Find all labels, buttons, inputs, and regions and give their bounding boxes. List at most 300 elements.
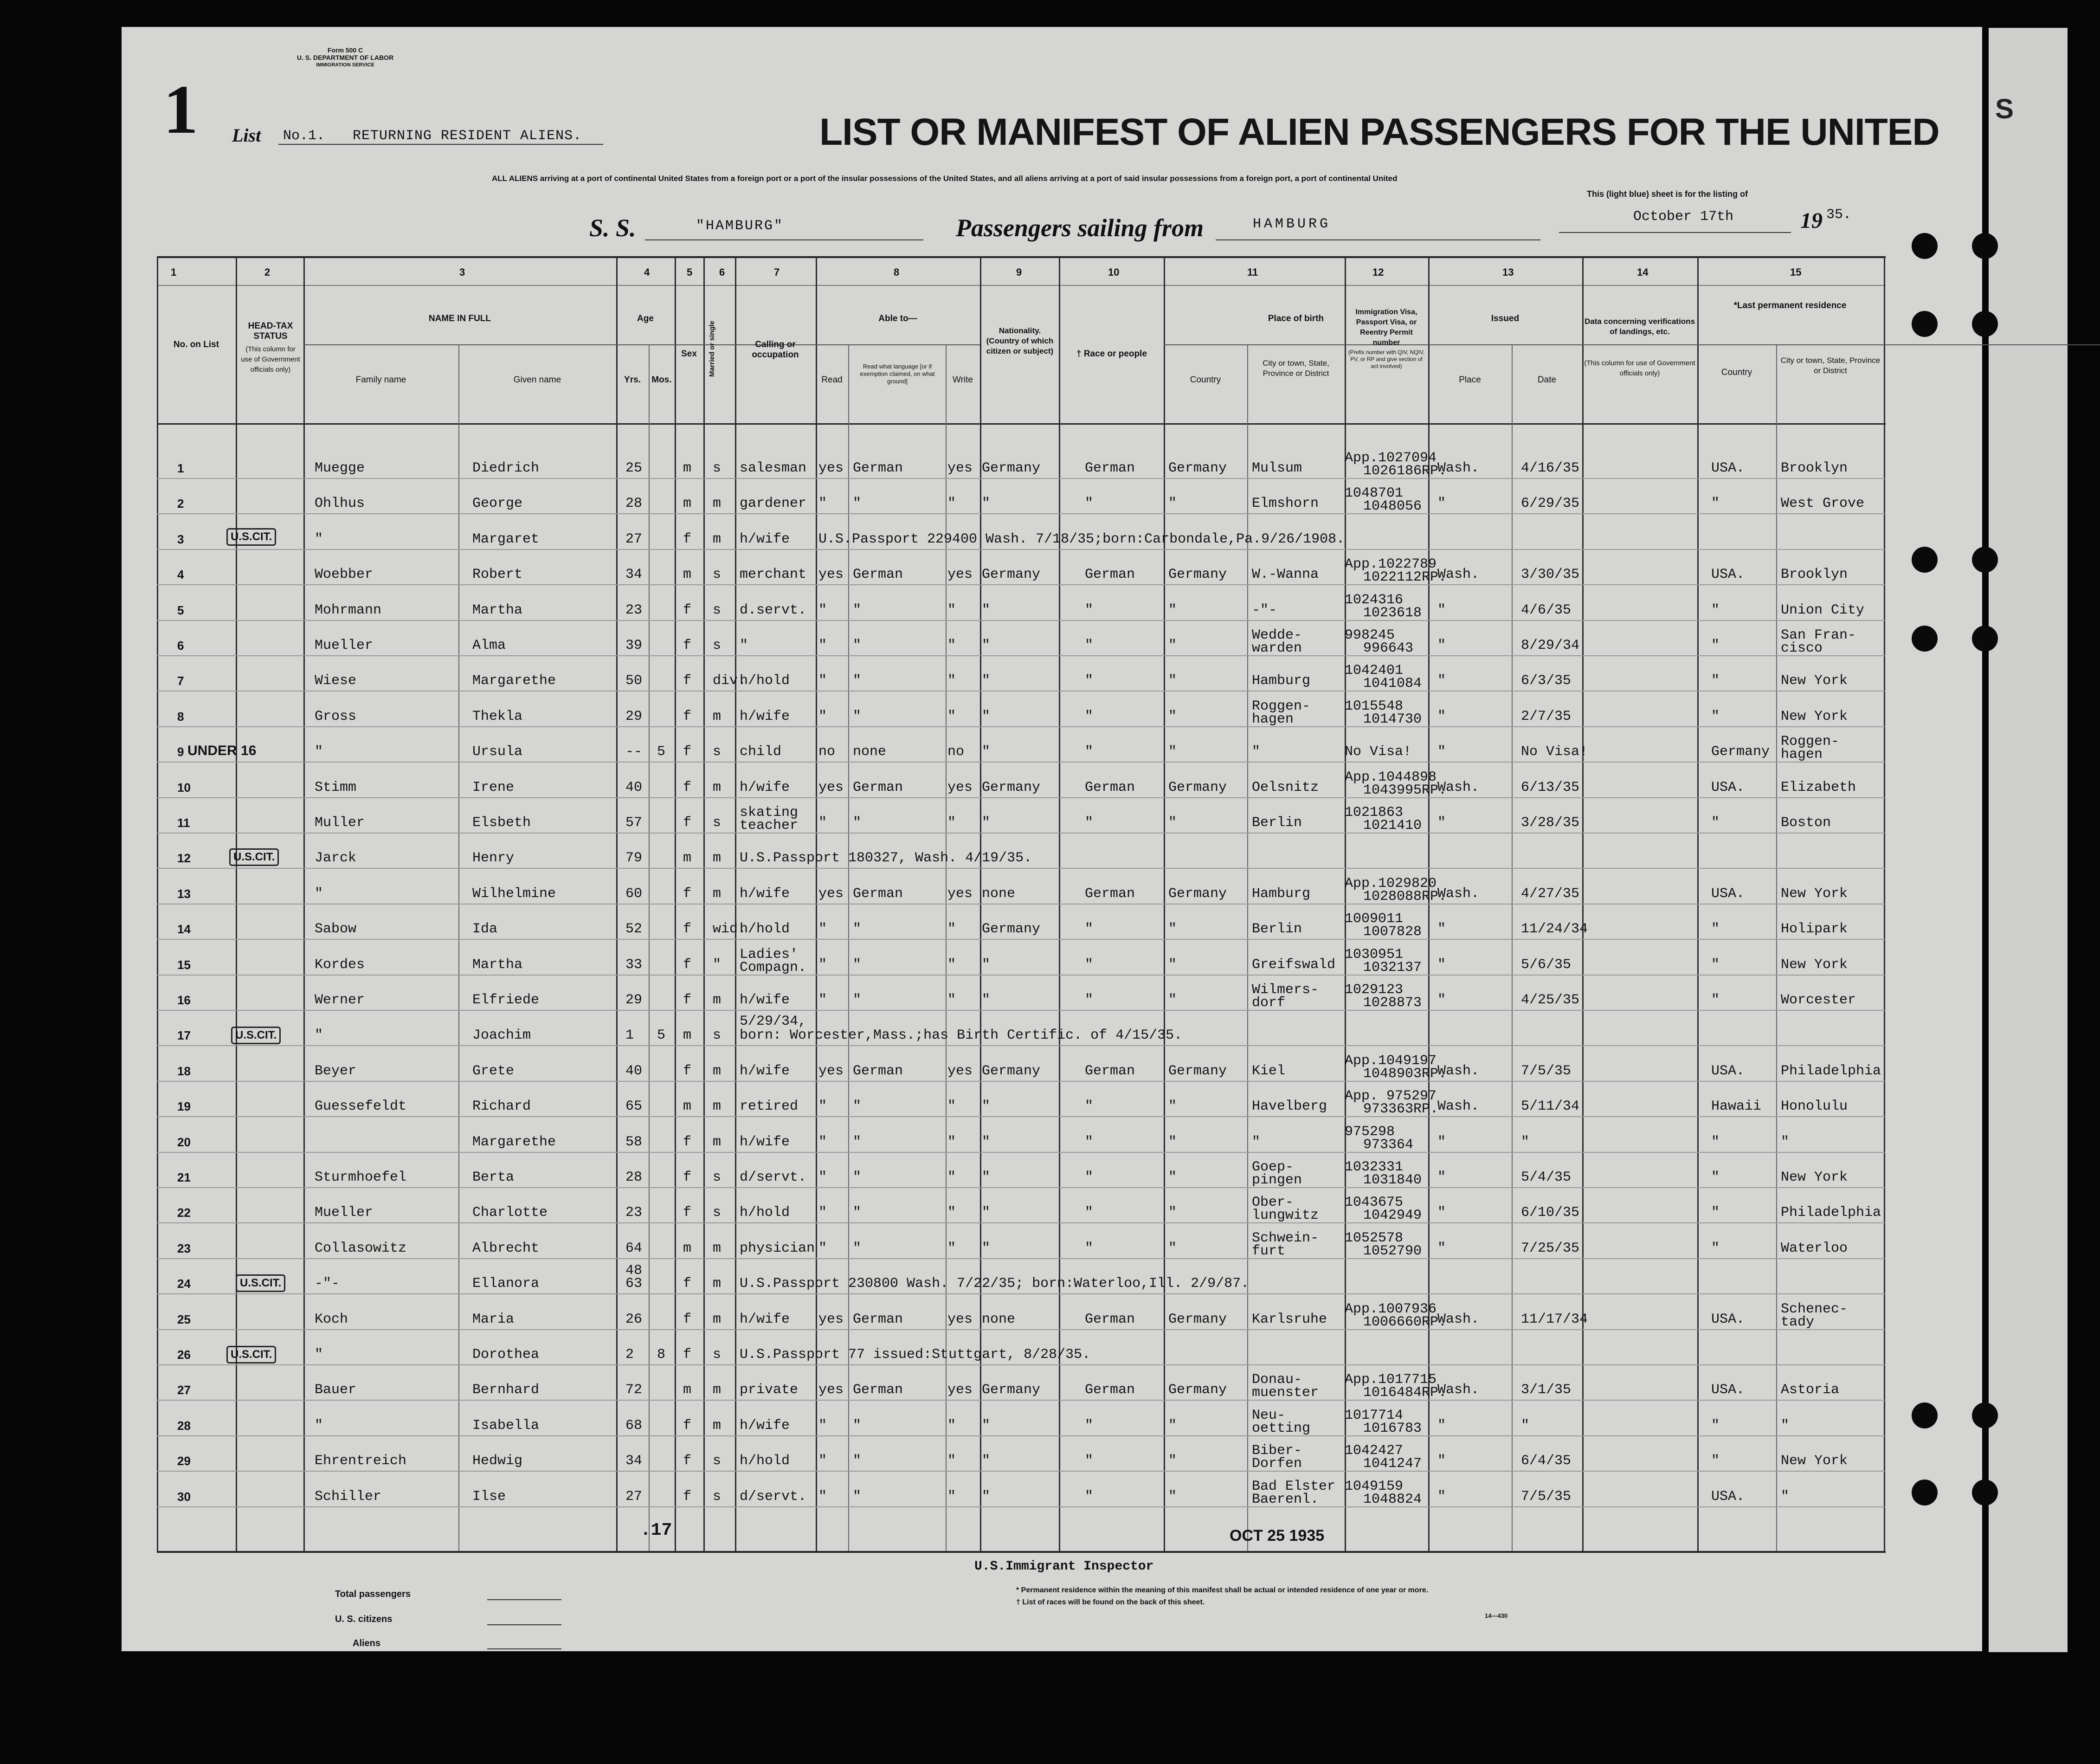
cell-visa: 1024316 [1345,592,1404,608]
row-line [157,1045,1886,1046]
cell-ms: s [713,638,721,653]
cell-family: Bauer [315,1382,357,1398]
cell-ms: m [713,1240,721,1256]
cell-occ: h/hold [740,921,790,937]
cell-occ-2: teacher [740,818,799,834]
cell-read: " [818,815,827,831]
cell-idate: 6/13/35 [1521,779,1580,795]
row-line [157,833,1886,834]
cell-yrs: 28 [625,1170,643,1185]
cell-ms: m [713,531,721,547]
cell-race: " [1085,1240,1094,1256]
cell-race: German [1085,567,1135,583]
cell-race: German [1085,1063,1135,1079]
header-yrs: Yrs. [624,375,641,385]
cell-bcountry: " [1168,956,1177,973]
cell-race: " [1085,638,1094,653]
cell-lrcity: Roggen- [1781,734,1840,750]
cell-bcountry: " [1168,1134,1177,1150]
cell-lang: " [853,992,862,1008]
header-visa: Immigration Visa, Passport Visa, or Reentry Permit number [1355,308,1417,347]
col-num: 11 [1247,266,1258,278]
cell-read: no [818,744,836,760]
cell-family: -"- [315,1276,340,1292]
cell-read: " [818,638,827,653]
cell-nat: " [982,956,991,973]
cell-ms: s [713,567,721,583]
port-name: HAMBURG [1253,216,1331,232]
cell-sex: m [683,1098,692,1115]
cell-yrs: 28 [625,496,643,512]
sheet-number: 1 [163,71,198,148]
cell-lrcountry: " [1711,708,1720,724]
cell-visa-2: 1023618 [1363,605,1422,621]
row-number: 3 [177,532,184,546]
cell-race: " [1085,956,1094,973]
cell-bcity: Oelsnitz [1252,779,1319,795]
cell-iplace: Wash. [1437,460,1480,476]
cell-given: Grete [472,1063,515,1079]
header-lr-country: Country [1721,368,1752,377]
cell-ms: m [713,1417,721,1434]
header-given-name: Given name [513,375,561,385]
cell-lang: German [853,1063,903,1079]
header-issued: Issued [1491,314,1520,323]
cell-bcountry: " [1168,1098,1177,1115]
cell-visa: App. 975297 [1345,1088,1437,1105]
cell-read: yes [818,779,844,795]
cell-iplace: Wash. [1437,1382,1480,1398]
cell-bcity: Bad Elster [1252,1478,1336,1494]
footer-us-citizens: U. S. citizens [335,1614,393,1624]
header-divider [157,285,1886,286]
row-line [157,1258,1886,1259]
row-number: 27 [177,1383,191,1397]
cell-race: German [1085,779,1135,795]
cell-write: no [947,744,965,760]
cell-idate: 8/29/34 [1521,638,1580,653]
row-number: 16 [177,993,191,1007]
cell-ms: m [713,1382,721,1398]
row-number: 25 [177,1312,191,1326]
cell-bcity: Kiel [1252,1063,1286,1079]
cell-idate: 7/5/35 [1521,1063,1572,1079]
table-bottom [157,1551,1886,1553]
cell-visa-2: 1052790 [1363,1243,1422,1259]
cell-bcountry: " [1168,1240,1177,1256]
ss-label: S. S. [589,214,636,242]
cell-read: " [818,1240,827,1256]
cell-ms: s [713,1170,721,1185]
cell-visa-2: 996643 [1363,640,1414,656]
cell-lrcountry: USA. [1711,779,1745,795]
cell-iplace: " [1437,956,1446,973]
cell-ms: m [713,992,721,1008]
row-number: 14 [177,922,191,937]
cell-race: " [1085,992,1094,1008]
cell-ms: div. [713,673,747,689]
cell-family: Stimm [315,779,357,795]
cell-visa-2: 1016783 [1363,1420,1422,1436]
cell-read: " [818,956,827,973]
cell-write: " [947,638,956,653]
cell-lrcountry: USA. [1711,1382,1745,1398]
cell-yrs: 23 [625,602,643,618]
cell-family: Muegge [315,460,365,476]
cell-sex: f [683,1417,692,1434]
cell-occ: h/wife [740,531,790,547]
col-line [1776,344,1777,1551]
header-name-in-full: NAME IN FULL [428,314,491,323]
cell-occ: d/servt. [740,1488,807,1505]
cell-nat: " [982,1098,991,1115]
cell-bcountry: Germany [1168,460,1227,476]
col-num: 7 [774,266,780,278]
cell-bcity: Hamburg [1252,885,1311,902]
cell-bcity: Mulsum [1252,460,1302,476]
cell-nat: none [982,885,1016,902]
cell-ms: m [713,1134,721,1150]
header-bottom [157,423,1886,425]
header-write: Write [953,375,973,385]
cell-family: Koch [315,1311,348,1327]
cell-bcity: Havelberg [1252,1098,1327,1115]
cell-bcity: Greifswald [1252,956,1336,973]
row-number: 4 [177,568,184,582]
row-number: 11 [177,816,190,830]
cell-lrcountry: USA. [1711,1488,1745,1505]
underline [278,144,603,145]
cell-visa: App.1044898 [1345,769,1437,785]
cell-sex: m [683,850,692,866]
cell-iplace: " [1437,1170,1446,1185]
row-line [157,549,1886,550]
cell-bcity: Roggen- [1252,698,1311,714]
cell-iplace: Wash. [1437,885,1480,902]
row-line [157,975,1886,976]
row-line [157,1471,1886,1472]
cell-write: " [947,1170,956,1185]
cell-lrcountry: Germany [1711,744,1770,760]
cell-lrcountry: " [1711,1205,1720,1221]
cell-iplace: " [1437,1205,1446,1221]
cell-bcountry: " [1168,1205,1177,1221]
row-note-above: 5/29/34, [740,1014,807,1030]
cell-write: " [947,815,956,831]
row-number: 18 [177,1064,191,1078]
header-mos: Mos. [651,375,672,385]
cell-race: " [1085,1098,1094,1115]
cell-family: Collasowitz [315,1240,407,1256]
cell-bcity-2: oetting [1252,1420,1311,1436]
cell-sex: f [683,531,692,547]
cell-read: " [818,673,827,689]
cell-yrs-corrected: 48 [625,1263,643,1279]
cell-idate: 11/17/34 [1521,1311,1588,1327]
cell-occ: child [740,744,782,760]
row-line [157,797,1886,798]
cell-write: " [947,1488,956,1505]
cell-race: " [1085,1170,1094,1185]
cell-ms: s [713,1027,721,1044]
cell-race: " [1085,1205,1094,1221]
date-stamp: OCT 25 1935 [1230,1527,1325,1544]
cell-family: Ehrentreich [315,1453,407,1469]
cell-nat: Germany [982,567,1041,583]
cell-given: Charlotte [472,1205,548,1221]
cell-lang: German [853,567,903,583]
header-head-tax-note: (This column for use of Government officials only) [241,345,300,374]
row-number: 20 [177,1135,191,1149]
cell-lrcity: New York [1781,708,1848,724]
cell-lrcountry: " [1711,992,1720,1008]
row-note: U.S.Passport 230800 Wash. 7/22/35; born:Waterloo,Ill. 2/9/87. [740,1276,1250,1292]
cell-visa: 1049159 [1345,1478,1404,1494]
cell-ms: m [713,850,721,866]
cell-iplace: " [1437,815,1446,831]
cell-visa: 1030951 [1345,946,1404,963]
cell-idate: 3/30/35 [1521,567,1580,583]
cell-lang: " [853,708,862,724]
cell-family: Ohlhus [315,496,365,512]
footer-total-passengers: Total passengers [335,1589,411,1599]
row-number: 12 [177,851,191,866]
cell-bcity: W.-Wanna [1252,567,1319,583]
cell-yrs: 29 [625,992,643,1008]
cell-occ: h/hold [740,1205,790,1221]
cell-race: " [1085,1134,1094,1150]
cell-ms: s [713,1453,721,1469]
row-line [157,1222,1886,1223]
col-line [946,344,947,1551]
row-number: 22 [177,1206,191,1220]
cell-lrcity-2: hagen [1781,747,1823,763]
cell-visa: 1043675 [1345,1195,1404,1211]
row-note: U.S.Passport 180327, Wash. 4/19/35. [740,850,1032,866]
cell-yrs: 79 [625,850,643,866]
cell-read: " [818,1205,827,1221]
col-num: 12 [1372,266,1384,278]
binder-hole [1912,626,1938,652]
cell-visa-2: 1007828 [1363,924,1422,940]
cell-write: yes [947,779,973,795]
col-line [848,344,849,1551]
cell-sex: f [683,673,692,689]
cell-lrcity: Philadelphia [1781,1205,1881,1221]
binder-hole [1912,547,1938,573]
row-number: 28 [177,1418,191,1433]
cell-read: " [818,992,827,1008]
cell-race: " [1085,1417,1094,1434]
row-line [157,1435,1886,1436]
cell-given: Thekla [472,708,523,724]
cell-bcity: " [1252,744,1261,760]
cell-occ: physician [740,1240,815,1256]
cell-write: " [947,992,956,1008]
cell-bcity: Elmshorn [1252,496,1319,512]
col-num: 3 [459,266,465,278]
cell-read: yes [818,885,844,902]
row-number: 30 [177,1489,191,1504]
cell-lrcity: " [1781,1417,1790,1434]
row-line [157,1364,1886,1365]
row-number: 2 [177,497,184,511]
cell-yrs: 39 [625,638,643,653]
header-race: † Race or people [1076,349,1147,359]
cell-lrcountry: " [1711,1170,1720,1185]
cell-occ: h/wife [740,885,790,902]
binder-hole [1912,311,1938,337]
cell-lrcountry: " [1711,638,1720,653]
cell-nat: Germany [982,779,1041,795]
row-note: born: Worcester,Mass.;has Birth Certific. of 4/15/35. [740,1027,1183,1044]
cell-nat: " [982,673,991,689]
cell-bcountry: " [1168,1417,1177,1434]
cell-visa-2: 1014730 [1363,711,1422,727]
cell-race: " [1085,602,1094,618]
cell-race: " [1085,1488,1094,1505]
header-issued-place: Place [1459,375,1481,385]
cell-given: Joachim [472,1027,531,1044]
cell-idate: 6/3/35 [1521,673,1572,689]
cell-visa: 1048701 [1345,485,1404,502]
header-verifications: Data concerning verifications of landings, etc. [1584,317,1695,336]
row-number: 19 [177,1099,191,1114]
cell-given: Irene [472,779,515,795]
cell-bcity-2: warden [1252,640,1302,656]
cell-given: Albrecht [472,1240,540,1256]
cell-lrcity: Worcester [1781,992,1856,1008]
cell-family: Sturmhoefel [315,1170,407,1185]
cell-bcity: Berlin [1252,921,1302,937]
cell-given: Margarethe [472,673,556,689]
underline [645,239,923,240]
cell-race: " [1085,708,1094,724]
cell-ms: s [713,1488,721,1505]
row-line [157,1010,1886,1011]
cell-family: Kordes [315,956,365,973]
cell-occ: d/servt. [740,1170,807,1185]
cell-lrcity: Philadelphia [1781,1063,1881,1079]
cell-bcity-2: hagen [1252,711,1294,727]
cell-lrcountry: " [1711,673,1720,689]
row-line [157,1081,1886,1082]
cell-occ: merchant [740,567,807,583]
cell-write: " [947,1240,956,1256]
cell-yrs: -- [625,744,643,760]
cell-ms: m [713,1063,721,1079]
form-code: 14—430 [1485,1612,1508,1619]
cell-visa-2: 1016484RP. [1363,1385,1447,1401]
cell-iplace: " [1437,1240,1446,1256]
cell-bcountry: Germany [1168,885,1227,902]
cell-lrcity-2: tady [1781,1314,1815,1330]
cell-mos: 5 [657,1027,666,1044]
next-sheet-edge [1989,28,2068,1652]
row-number: 1 [177,461,184,475]
cell-family: " [315,885,323,902]
cell-write: yes [947,460,973,476]
cell-bcountry: " [1168,673,1177,689]
cell-bcity: Hamburg [1252,673,1311,689]
cell-yrs: 27 [625,1488,643,1505]
row-number: 10 [177,780,191,795]
cell-family: " [315,1347,323,1363]
cell-sex: m [683,567,692,583]
cell-idate: 7/25/35 [1521,1240,1580,1256]
row-line [157,939,1886,940]
cell-lrcity: Union City [1781,602,1865,618]
col-num: 14 [1637,266,1649,278]
cell-sex: f [683,1488,692,1505]
cell-lang: " [853,1134,862,1150]
header-lr-city: City or town, State, Province or District [1780,356,1881,375]
row-line [157,1506,1886,1507]
cell-lrcity: Elizabeth [1781,779,1856,795]
cell-visa: 998245 [1345,627,1395,643]
cell-lrcountry: USA. [1711,1311,1745,1327]
subtitle: ALL ALIENS arriving at a port of continental United States from a foreign port or a port of the insular possessions of the United States, and all aliens arriving at a port of said insular possessions from a foreign port, a port of continental United [492,174,1398,183]
cell-nat: " [982,496,991,512]
cell-family: Beyer [315,1063,357,1079]
header-last-residence: *Last permanent residence [1733,301,1847,310]
cell-nat: Germany [982,921,1041,937]
cell-ms: m [713,779,721,795]
col-num: 13 [1502,266,1514,278]
us-cit-stamp: U.S.CIT. [229,848,279,866]
cell-write: " [947,602,956,618]
cell-sex: f [683,992,692,1008]
cell-given: Diedrich [472,460,540,476]
cell-visa: No Visa! [1345,744,1412,760]
cell-iplace: " [1437,638,1446,653]
cell-given: Isabella [472,1417,540,1434]
row-line [157,1187,1886,1188]
header-family-name: Family name [355,375,406,385]
cell-yrs: 58 [625,1134,643,1150]
cell-visa: App.1029820 [1345,875,1437,892]
cell-idate: 6/29/35 [1521,496,1580,512]
cell-lrcountry: " [1711,1134,1720,1150]
cell-bcountry: " [1168,602,1177,618]
cell-occ: Ladies' [740,946,799,963]
cell-race: " [1085,815,1094,831]
underline [487,1624,561,1625]
cell-ms: s [713,744,721,760]
col-line [1247,344,1248,1551]
cell-sex: f [683,779,692,795]
cell-given: Margaret [472,531,540,547]
sailing-date: October 17th [1633,209,1734,225]
cell-bcountry: Germany [1168,1311,1227,1327]
cell-bcountry: Germany [1168,1063,1227,1079]
cell-read: " [818,1098,827,1115]
cell-iplace: " [1437,744,1446,760]
us-cit-stamp: U.S.CIT. [226,528,276,546]
cell-read: yes [818,567,844,583]
cell-bcountry: " [1168,815,1177,831]
header-sex: Sex [681,349,697,359]
binder-hole [1972,1480,1998,1506]
cell-lrcountry: " [1711,1417,1720,1434]
header-head-tax: HEAD-TAX STATUS [248,321,293,341]
cell-sex: f [683,1453,692,1469]
cell-visa-2: 1021410 [1363,818,1422,834]
cell-given: Margarethe [472,1134,556,1150]
cell-ms: s [713,1205,721,1221]
cell-bcity: Schwein- [1252,1230,1319,1246]
cell-sex: f [683,1205,692,1221]
